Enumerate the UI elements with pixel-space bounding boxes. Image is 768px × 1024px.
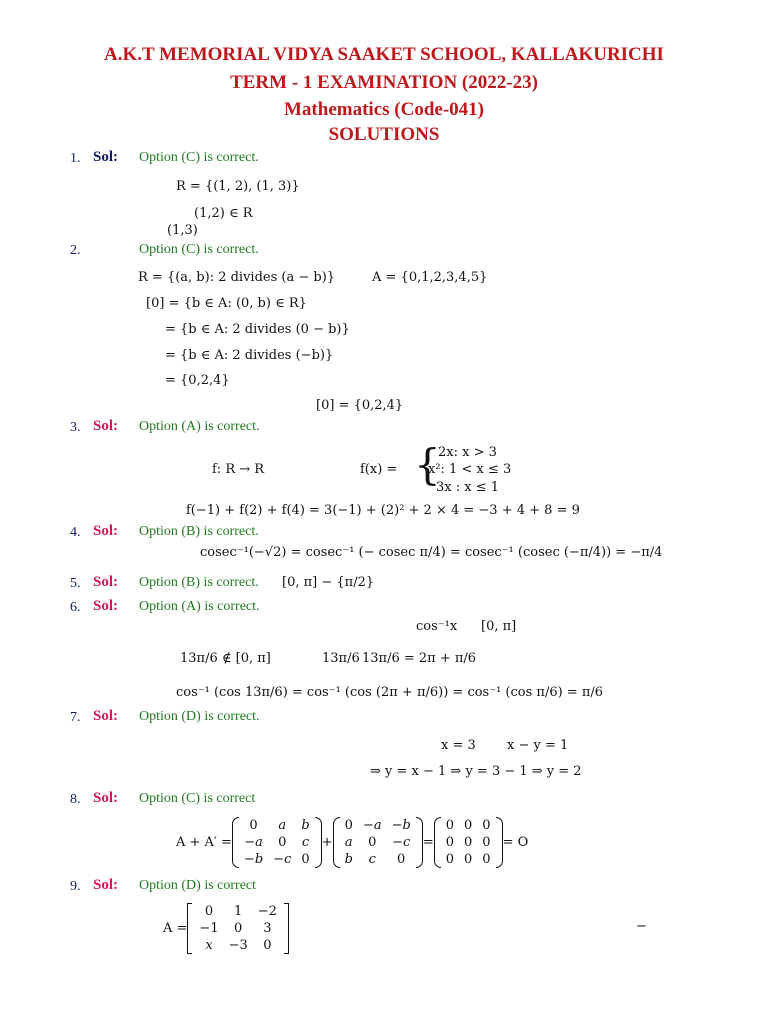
math-line: ⇒ y = x − 1 ⇒ y = 3 − 1 ⇒ y = 2 — [370, 764, 582, 779]
math-line: 13π/6 = 2π + π/6 — [362, 651, 477, 666]
question-number-1: 1. — [70, 151, 81, 166]
math-line: [0] = {0,2,4} — [316, 398, 404, 413]
math-line: A + A′ = — [176, 835, 232, 850]
question-number-4: 4. — [70, 525, 81, 540]
question-number-9: 9. — [70, 879, 81, 894]
solutions-title: SOLUTIONS — [328, 124, 440, 145]
question-number-8: 8. — [70, 792, 81, 807]
math-line: cos⁻¹x — [416, 619, 458, 634]
option-answer-6: Option (A) is correct. — [139, 599, 260, 614]
question-number-6: 6. — [70, 600, 81, 615]
sol-label: Sol: — [93, 523, 119, 539]
matrix-equation-9 — [163, 903, 289, 954]
question-number-3: 3. — [70, 420, 81, 435]
question-number-7: 7. — [70, 710, 81, 725]
sol-label: Sol: — [93, 418, 119, 434]
math-line: = {b ∈ A: 2 divides (0 − b)} — [165, 322, 350, 337]
math-line: A = {0,1,2,3,4,5} — [372, 270, 488, 285]
math-line: cosec⁻¹(−√2) = cosec⁻¹ (− cosec π/4) = cosec⁻¹ (cosec (−π/4)) = −π/4 — [200, 545, 663, 560]
math-line: x − y = 1 — [507, 738, 569, 753]
sol-label: Sol: — [93, 598, 119, 614]
matrix-equation-8: A + A′ = 0 a b −a 0 c −b −c 0 + 0 −a −b a 0 −c b c 0 = 0 0 0 0 0 0 0 0 0 = O — [176, 818, 529, 867]
sol-label: Sol: — [93, 574, 119, 590]
option-answer-8: Option (C) is correct — [139, 791, 256, 806]
sol-label: Sol: — [93, 877, 119, 893]
option-answer-9: Option (D) is correct — [139, 878, 257, 893]
math-line: = {0,2,4} — [165, 373, 230, 388]
math-line: = O — [502, 835, 529, 850]
math-line: x = 3 — [441, 738, 476, 753]
math-line: f: R → R — [212, 462, 265, 477]
math-line: R = {(a, b): 2 divides (a − b)} — [138, 270, 336, 285]
math-line: 13π/6 ∉ [0, π] — [180, 651, 271, 666]
sol-label: Sol: — [93, 790, 119, 806]
math-line: (1,2) ∈ R — [194, 206, 253, 221]
math-line: cos⁻¹ (cos 13π/6) = cos⁻¹ (cos (2π + π/6)) = cos⁻¹ (cos π/6) = π/6 — [176, 685, 604, 700]
option-answer-1: Option (C) is correct. — [139, 150, 259, 165]
math-line: [0, π] — [481, 619, 517, 634]
exam-title: TERM - 1 EXAMINATION (2022-23) — [230, 72, 538, 93]
option-answer-5: Option (B) is correct. — [139, 575, 259, 590]
zero-matrix: 0 0 0 0 0 0 0 0 0 — [434, 817, 503, 868]
option-answer-4: Option (B) is correct. — [139, 524, 259, 539]
matrix-a: 0 1 −2 −1 0 3 x −3 0 — [187, 903, 289, 954]
option-answer-3: Option (A) is correct. — [139, 419, 260, 434]
math-line: f(x) = — [360, 462, 398, 477]
sol-label: Sol: — [93, 149, 119, 165]
math-line: R = {(1, 2), (1, 3)} — [176, 179, 300, 194]
question-number-2: 2. — [70, 243, 81, 258]
math-line: 13π/6 — [322, 651, 360, 666]
matrix-a: 0 a b −a 0 c −b −c 0 — [232, 817, 322, 868]
subject-title: Mathematics (Code-041) — [284, 99, 484, 120]
math-line: [0, π] − {π/2} — [282, 575, 375, 590]
option-answer-2: Option (C) is correct. — [139, 242, 259, 257]
math-line: [0] = {b ∈ A: (0, b) ∈ R} — [146, 296, 307, 311]
matrix-a-transpose: 0 −a −b a 0 −c b c 0 — [333, 817, 423, 868]
left-brace: { — [414, 440, 441, 489]
option-answer-7: Option (D) is correct. — [139, 709, 260, 724]
math-line: − — [636, 919, 647, 934]
math-line: x²: 1 < x ≤ 3 — [428, 462, 512, 477]
school-name: A.K.T MEMORIAL VIDYA SAAKET SCHOOL, KALLAKURICHI — [104, 44, 664, 65]
math-line: 3x : x ≤ 1 — [436, 480, 500, 495]
question-number-5: 5. — [70, 576, 81, 591]
math-line: f(−1) + f(2) + f(4) = 3(−1) + (2)² + 2 × 4 = −3 + 4 + 8 = 9 — [186, 503, 580, 518]
math-line: = {b ∈ A: 2 divides (−b)} — [165, 348, 334, 363]
math-line: (1,3) — [167, 223, 198, 238]
math-line: A = — [163, 921, 188, 936]
sol-label: Sol: — [93, 708, 119, 724]
math-line: 2x: x > 3 — [438, 445, 497, 460]
